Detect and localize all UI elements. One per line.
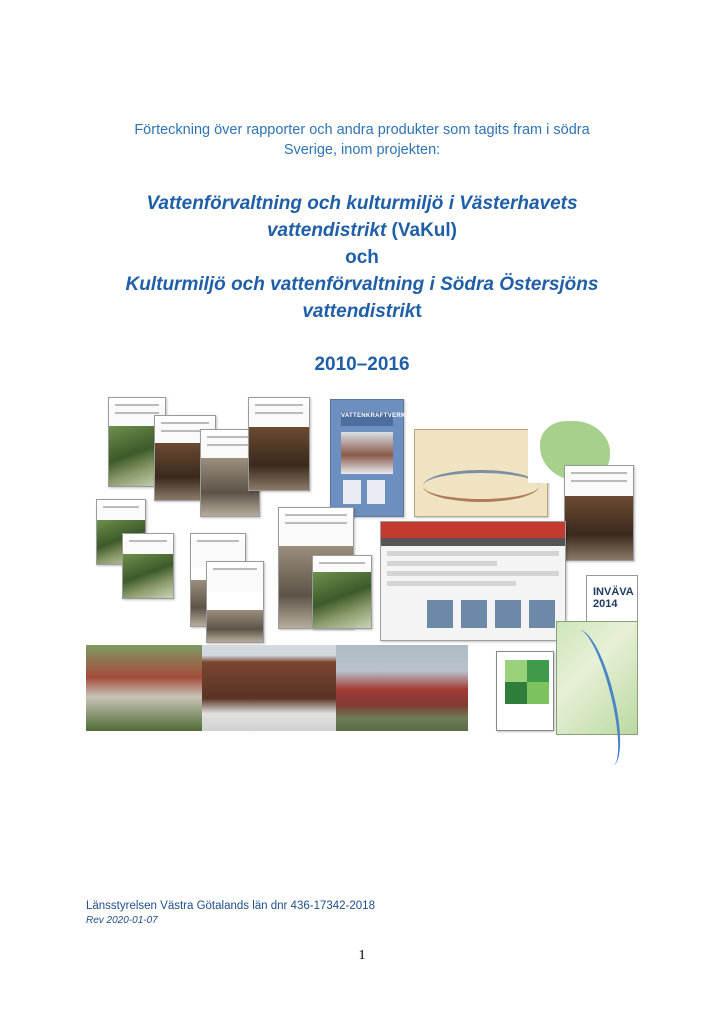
intro-line-1: Förteckning över rapporter och andra produkter som tagits fram i södra [134, 122, 590, 138]
report-cover-4 [248, 397, 310, 491]
project-1-line-1: Vattenförvaltning och kulturmiljö i Västerhavets [146, 193, 578, 214]
footer-revision: Rev 2020-01-07 [86, 915, 158, 926]
report-cover-forest [312, 555, 372, 629]
project-title-vakul [60, 190, 664, 244]
vattenkraftverk-title: VATTENKRAFTVERK [341, 413, 406, 419]
website-screenshot [380, 521, 566, 641]
project-2-line-2-plain: t [415, 301, 422, 322]
intro-line-2: Sverige, inom projekten: [283, 142, 441, 158]
photo-stone-hut [86, 645, 202, 731]
project-1-line-2-plain: (VaKul) [386, 220, 458, 241]
project-title-ostersjon [60, 271, 664, 325]
report-cover-white-2 [206, 561, 264, 643]
intro-text [80, 120, 644, 160]
project-2-line-1: Kulturmiljö och vattenförvaltning i Södra Östersjöns [125, 274, 599, 295]
report-cover-dark [564, 465, 634, 561]
photo-brick-building [202, 645, 336, 731]
footer-organization: Länsstyrelsen Västra Götalands län dnr 436-17342-2018 [86, 900, 375, 912]
rapport-cover-2 [122, 533, 174, 599]
project-1-line-2 [60, 217, 664, 244]
inventory-report-title: INVÄVA 2014 [593, 586, 634, 610]
green-report-cover [496, 651, 554, 731]
project-2-line-2 [60, 298, 664, 325]
photo-red-house [336, 645, 468, 731]
project-2-line-2-italic: vattendistrik [302, 301, 416, 322]
vattenkraftverk-report-cover [330, 399, 404, 517]
page-number: 1 [358, 948, 366, 963]
project-1-line-2-italic: vattendistrikt [266, 220, 387, 241]
river-map-image [556, 621, 638, 735]
connector-word: och [345, 247, 379, 268]
report-collage [86, 393, 638, 733]
year-range: 2010–2016 [314, 354, 410, 375]
